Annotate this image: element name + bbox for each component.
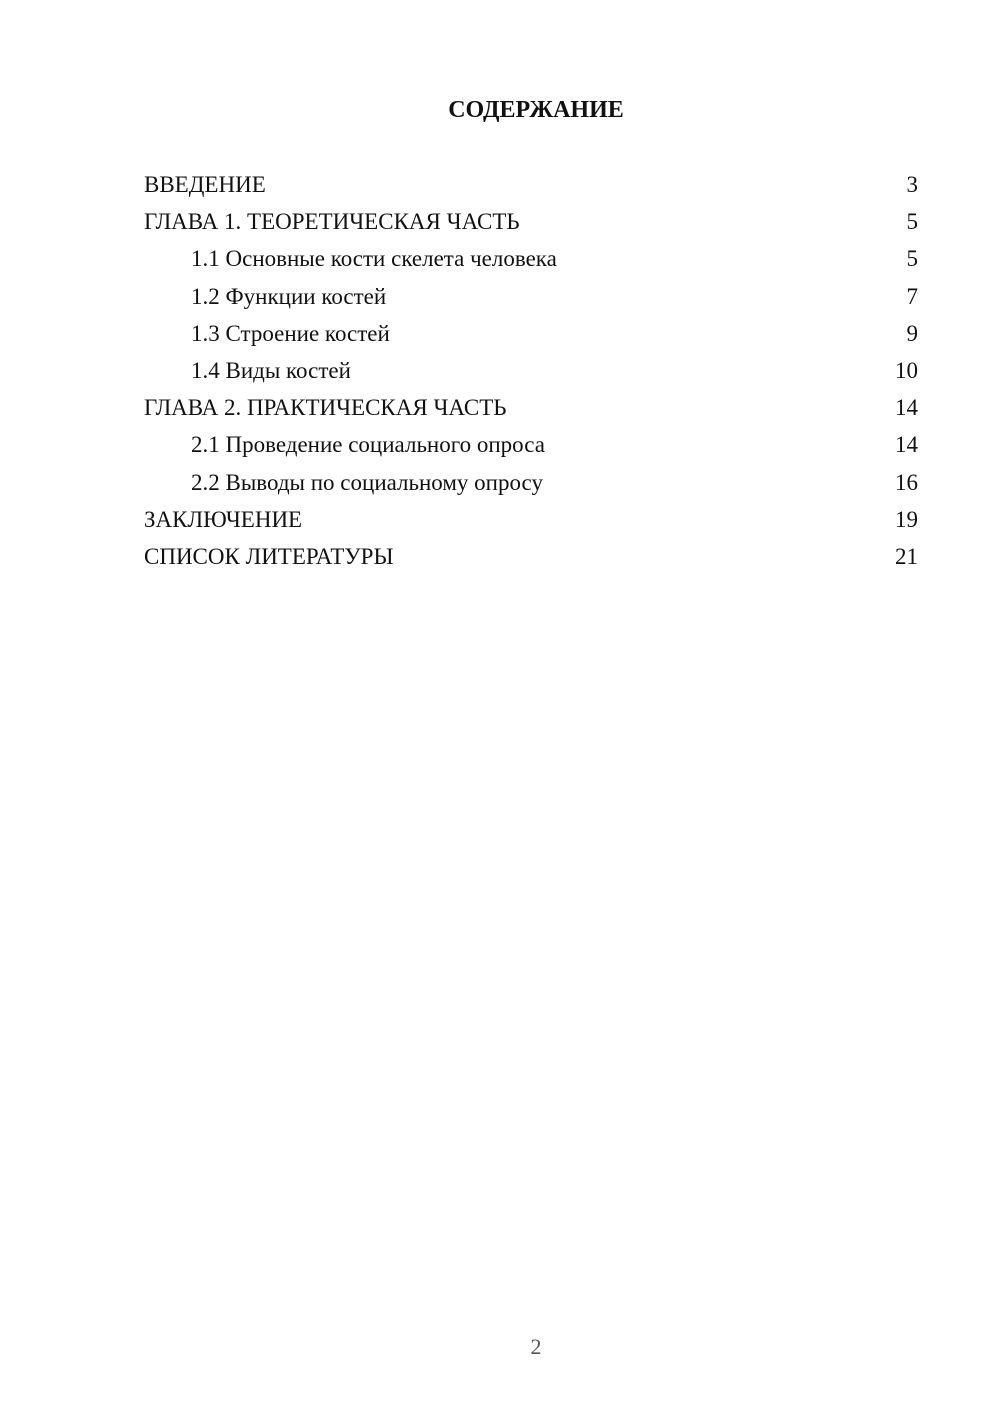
toc-entry-label: СПИСОК ЛИТЕРАТУРЫ (144, 543, 394, 569)
toc-entry-label: ВВЕДЕНИЕ (144, 172, 266, 197)
toc-entry-page: 16 (895, 469, 918, 495)
toc-entry-page: 10 (895, 357, 918, 383)
toc-entry-label: ГЛАВА 2. ПРАКТИЧЕСКАЯ ЧАСТЬ (144, 395, 507, 421)
page-number: 2 (530, 1334, 542, 1359)
toc-entry-section-1-3[interactable] (144, 315, 918, 352)
toc-entry-page: 5 (906, 246, 918, 272)
toc-entry-page: 7 (906, 283, 918, 309)
toc-entry-section-2-2[interactable] (144, 464, 918, 501)
toc-entry-label: 2.2 Выводы по социальному опросу (191, 469, 543, 495)
toc-entry-section-1-1[interactable] (144, 240, 918, 277)
toc-entry-conclusion[interactable] (144, 501, 918, 538)
toc-entry-label: 1.3 Строение костей (191, 320, 390, 346)
toc-entry-label: ГЛАВА 1. ТЕОРЕТИЧЕСКАЯ ЧАСТЬ (144, 209, 520, 235)
toc-entry-label: 1.4 Виды костей (191, 357, 351, 383)
toc-entry-bibliography[interactable] (144, 538, 918, 575)
toc-entry-page: 14 (895, 432, 918, 458)
toc-entry-page: 21 (895, 543, 918, 569)
toc-entry-label: ЗАКЛЮЧЕНИЕ (144, 506, 303, 532)
toc-entry-section-2-1[interactable] (144, 426, 918, 463)
toc-entry-introduction[interactable] (144, 166, 918, 203)
toc-entry-page: 19 (895, 506, 918, 532)
toc-entry-page: 14 (895, 395, 918, 421)
toc-entry-page: 9 (906, 320, 918, 346)
toc-entry-page: 3 (906, 172, 918, 197)
table-of-contents (144, 166, 918, 575)
toc-entry-page: 5 (906, 209, 918, 235)
toc-entry-section-1-4[interactable] (144, 352, 918, 389)
toc-entry-chapter-1[interactable] (144, 203, 918, 240)
toc-entry-section-1-2[interactable] (144, 278, 918, 315)
toc-entry-label: 1.2 Функции костей (191, 283, 387, 309)
toc-title: СОДЕРЖАНИЕ (448, 97, 624, 123)
toc-entry-label: 2.1 Проведение социального опроса (191, 432, 545, 458)
toc-entry-label: 1.1 Основные кости скелета человека (191, 246, 557, 272)
toc-entry-chapter-2[interactable] (144, 389, 918, 426)
